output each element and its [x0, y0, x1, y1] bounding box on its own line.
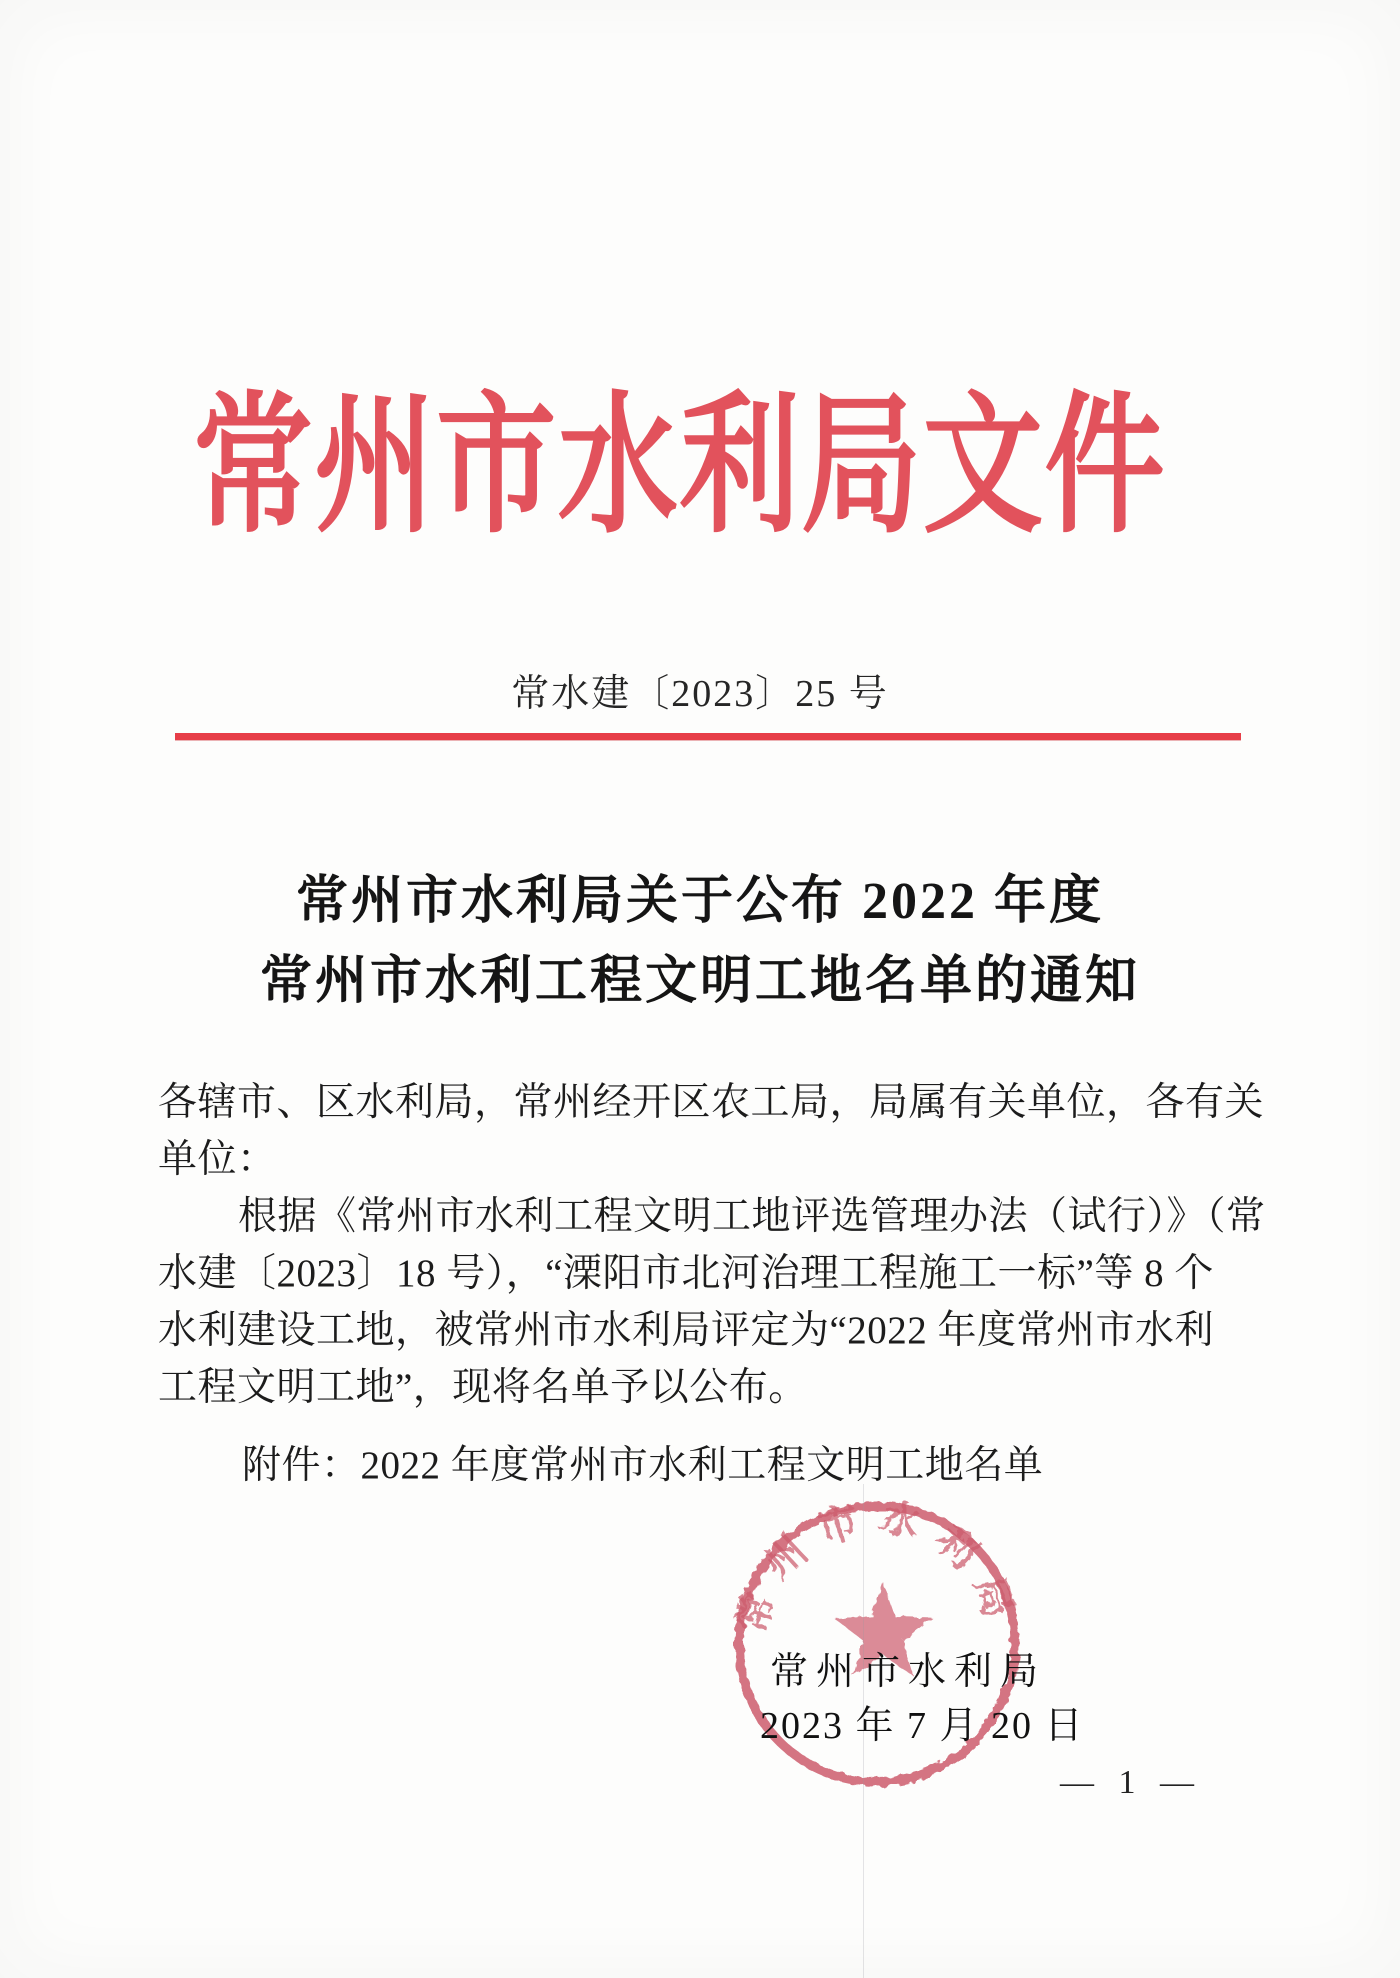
- page-number: — 1 —: [1060, 1764, 1202, 1801]
- signature-organization: 常州市水利局: [770, 1651, 1047, 1693]
- document-number: 常水建〔2023〕25 号: [511, 673, 889, 715]
- notice-title-line-1: 常州市水利局关于公布 2022 年度: [295, 873, 1104, 930]
- red-divider-line: [175, 733, 1241, 740]
- paragraph-line-4: 工程文明工地”，现将名单予以公布。: [158, 1366, 808, 1409]
- body-text: [158, 1074, 1268, 1416]
- salutation-line-2: 单位：: [158, 1138, 277, 1181]
- notice-title: [0, 862, 1400, 1022]
- salutation-line-1: 各辖市、区水利局，常州经开区农工局，局属有关单位，各有关: [158, 1081, 1265, 1124]
- attachment-line: 附件：2022 年度常州市水利工程文明工地名单: [242, 1444, 1044, 1487]
- paragraph-line-2: 水建〔2023〕18 号），“溧阳市北河治理工程施工一标”等 8 个: [158, 1252, 1214, 1295]
- signature-date: 2023 年 7 月 20 日: [760, 1705, 1085, 1747]
- seal-arc-text: 常州市水利局: [727, 1493, 1027, 1639]
- notice-title-line-2: 常州市水利工程文明工地名单的通知: [259, 953, 1140, 1010]
- paragraph-line-3: 水利建设工地，被常州市水利局评定为“2022 年度常州市水利: [158, 1309, 1215, 1352]
- red-masthead-title: 常州市水利局文件: [192, 383, 1167, 551]
- paragraph-line-1: 根据《常州市水利工程文明工地评选管理办法（试行）》（常: [238, 1195, 1266, 1238]
